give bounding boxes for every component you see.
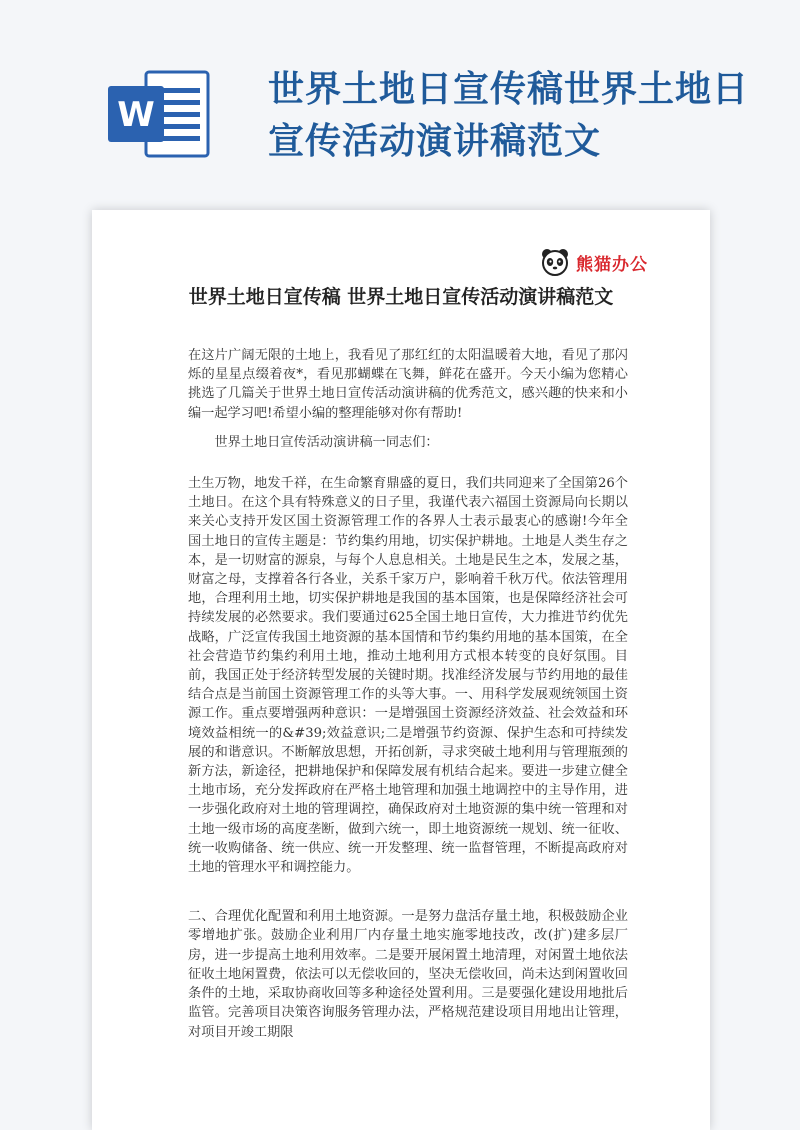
document-body	[188, 346, 628, 1042]
panda-icon	[540, 247, 570, 277]
header-title: 世界土地日宣传稿世界土地日宣传活动演讲稿范文	[268, 69, 750, 162]
paragraph-salutation: 世界土地日宣传活动演讲稿一同志们：	[214, 434, 439, 450]
paragraph-main: 土生万物，地发千祥，在生命繁育鼎盛的夏日，我们共同迎来了全国第26个土地日。在这个具有特殊意义的日子里，我谨代表六福国土资源局向长期以来关心支持开发区国土资源管理工作的各界人士表示最衷心的感谢!今年全国土地日的宣传主题是：节约集约用地，切实保护耕地。土地是人类生存之本，是一切财富的源泉，与每个人息息相关。土地是民生之本，发展之基，财富之母，支撑着各行各业，关系千家万户，影响着千秋万代。依法管理用地，合理利用土地，切实保护耕地是我国的基本国策，也是保障经济社会可持续发展的必然要求。我们要通过625全国土地日宣传，大力推进节约优先战略，广泛宣传我国土地资源的基本国情和节约集约用地的基本国策，在全社会营造节约集约利用土地，推动土地利用方式根本转变的良好氛围。目前，我国正处于经济转型发展的关键时期。找准经济发展与节约用地的最佳结合点是当前国土资源管理工作的头等大事。一、用科学发展观统领国土资源工作。重点要增强两种意识：一是增强国土资源经济效益、社会效益和环境效益相统一的&#39;效益意识;二是增强节约资源、保护生态和可持续发展的和谐意识。不断解放思想，开拓创新，寻求突破土地利用与管理瓶颈的新方法，新途径，把耕地保护和保障发展有机结合起来。要进一步建立健全土地市场，充分发挥政府在严格土地管理和加强土地调控中的主导作用，进一步强化政府对土地的管理调控，确保政府对土地资源的集中统一管理和对土地一级市场的高度垄断，做到六统一，即土地资源统一规划、统一征收、统一收购储备、统一供应、统一开发整理、统一监督管理，不断提高政府对土地的管理水平和调控能力。	[188, 476, 628, 876]
page-header	[0, 0, 800, 200]
word-doc-icon	[108, 66, 214, 160]
brand-logo	[540, 246, 648, 278]
document-page	[92, 210, 710, 1130]
document-title: 世界土地日宣传稿 世界土地日宣传活动演讲稿范文	[188, 286, 614, 308]
brand-name: 熊猫办公	[576, 254, 648, 275]
paragraph-section-two: 二、合理优化配置和利用土地资源。一是努力盘活存量土地，积极鼓励企业零增地扩张。鼓励企业利用厂内存量土地实施零地技改，改(扩)建多层厂房，进一步提高土地利用效率。二是要开展闲置土地清理，对闲置土地依法征收土地闲置费，依法可以无偿收回的，坚决无偿收回，尚未达到闲置收回条件的土地，采取协商收回等多种途径处置利用。三是要强化建设用地批后监管。完善项目决策咨询服务管理办法，严格规范建设项目用地出让管理，对项目开竣工期限	[188, 909, 628, 1040]
paragraph-intro: 在这片广阔无限的土地上，我看见了那红红的太阳温暖着大地，看见了那闪烁的星星点缀着夜*，看见那蝴蝶在飞舞，鲜花在盛开。今天小编为您精心挑选了几篇关于世界土地日宣传活动演讲稿的优秀范文，感兴趣的快来和小编一起学习吧!希望小编的整理能够对你有帮助!	[188, 348, 628, 421]
svg-text:W: W	[117, 95, 155, 135]
